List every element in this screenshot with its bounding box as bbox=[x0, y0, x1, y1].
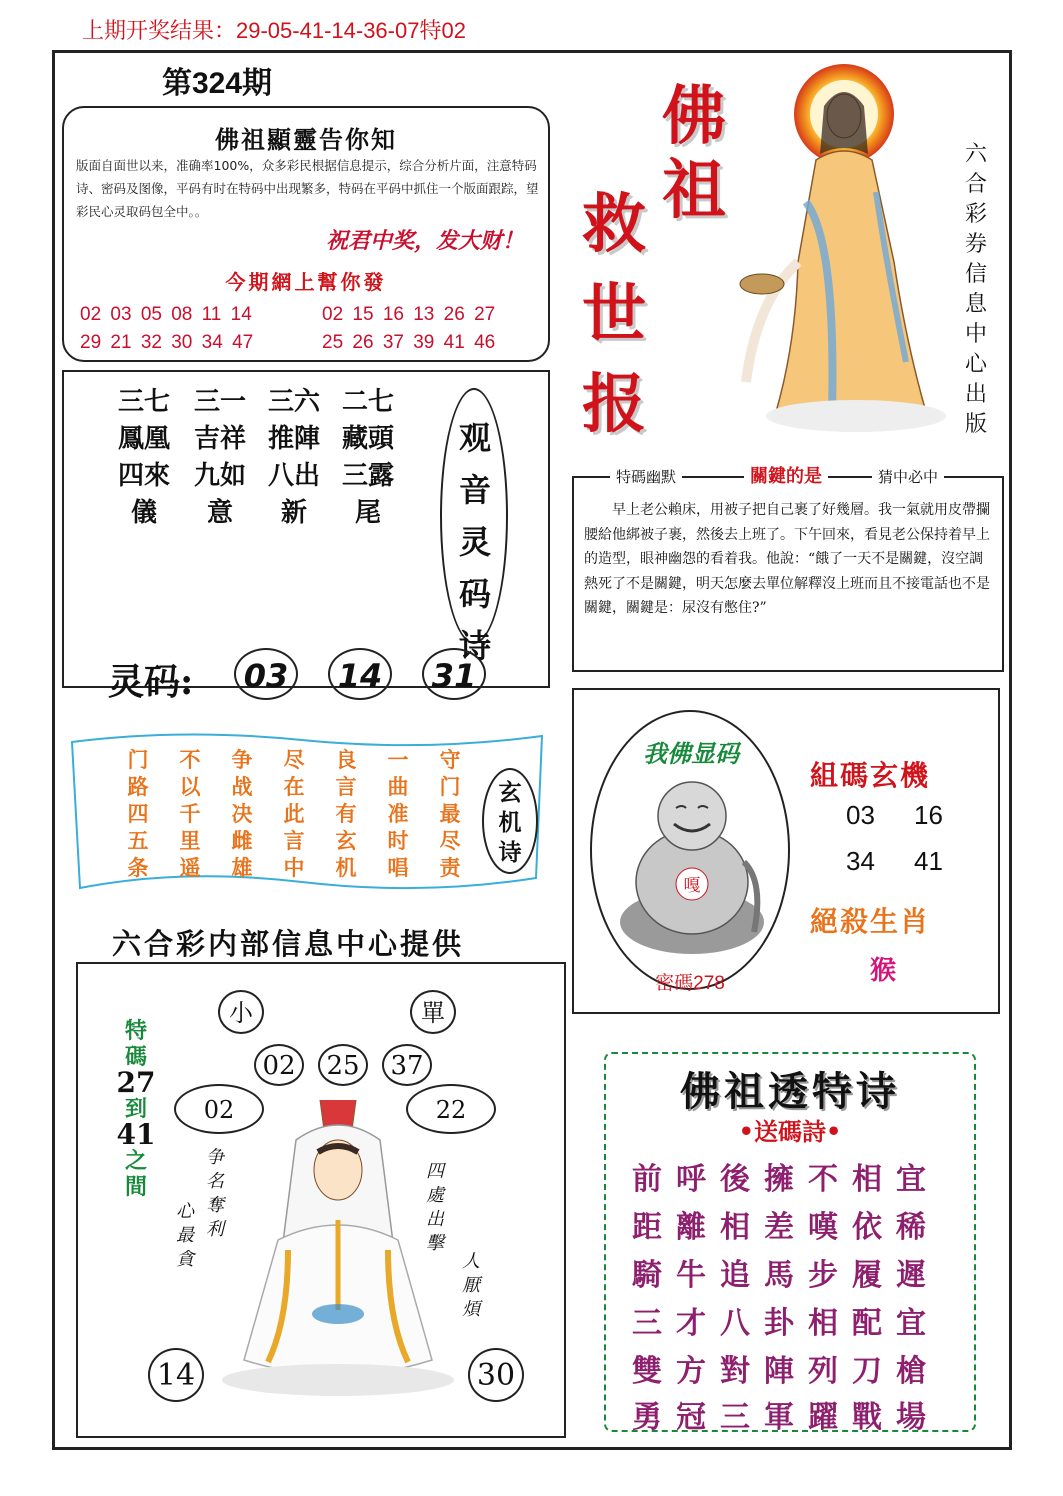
xuanji-col-5: 良言有玄机 bbox=[335, 747, 357, 880]
lingma-label: 灵码: bbox=[108, 661, 194, 703]
provider-text: 六合彩内部信息中心提供 bbox=[112, 927, 465, 961]
fozu-poem-row-1: 前呼後擁不相宜 bbox=[632, 1162, 940, 1197]
fozu-poem-row-3: 騎牛追馬步履遲 bbox=[632, 1258, 940, 1293]
kill-zodiac-value: 猴 bbox=[870, 956, 897, 986]
last-result-text: 上期开奖结果：29-05-41-14-36-07特02 bbox=[82, 18, 466, 43]
buddha-secret-code: 密碼278 bbox=[655, 973, 725, 994]
publisher-text: 六合彩券信息中心出版 bbox=[964, 142, 987, 437]
right-phrase-2: 人厭煩 bbox=[462, 1251, 480, 1320]
right-phrase-1: 四處出擊 bbox=[426, 1161, 444, 1254]
notice-slogan: 祝君中奖，发大财！ bbox=[325, 228, 524, 254]
buddha-mark: 嘎 bbox=[683, 876, 701, 896]
code-poem-col-2: 三一吉祥九如意 bbox=[193, 387, 246, 528]
fozu-poem-row-6: 勇冠三軍躍戰場 bbox=[632, 1400, 940, 1435]
joke-heading-left: 特碼幽默 bbox=[610, 466, 682, 487]
special-to-word: 到 bbox=[124, 1096, 147, 1122]
combo-number-1: 03 bbox=[846, 800, 875, 830]
special-from: 27 bbox=[116, 1066, 156, 1099]
right-number-oval: 22 bbox=[406, 1084, 496, 1134]
left-phrase-1: 争名奪利 bbox=[206, 1147, 224, 1240]
xuanji-col-6: 一曲准时唱 bbox=[387, 747, 409, 880]
special-to: 41 bbox=[116, 1118, 156, 1151]
fozu-poem-subtitle: •送碼詩• bbox=[738, 1117, 842, 1146]
xuanji-col-7: 守门最尽责 bbox=[439, 747, 461, 880]
size-oval: 小 bbox=[218, 990, 264, 1034]
special-label-bottom: 之間 bbox=[124, 1148, 147, 1200]
fozu-poem-row-2: 距離相差嘆依稀 bbox=[632, 1210, 940, 1245]
xuanji-col-1: 门路四五条 bbox=[127, 747, 149, 880]
parity-oval: 單 bbox=[410, 990, 456, 1034]
left-number-oval: 02 bbox=[174, 1084, 264, 1134]
guanyin-seated-figure bbox=[218, 1100, 458, 1400]
bottom-left-number: 14 bbox=[148, 1348, 204, 1402]
top-number-3: 37 bbox=[382, 1044, 432, 1086]
title-line-1: 佛祖 bbox=[662, 79, 726, 228]
combo-title: 組碼玄機 bbox=[810, 759, 931, 792]
xuanji-oval-label: 玄机诗 bbox=[498, 779, 522, 866]
numbers-left-row-2: 29 21 32 30 34 47 bbox=[80, 332, 254, 353]
joke-heading-middle: 關鍵的是 bbox=[744, 462, 828, 488]
xuanji-poem-scroll bbox=[62, 728, 550, 898]
buddha-oval bbox=[590, 710, 790, 994]
special-range bbox=[116, 1018, 156, 1200]
numbers-right-row-2: 25 26 37 39 41 46 bbox=[322, 332, 496, 353]
xuanji-oval bbox=[482, 768, 538, 874]
joke-text: 早上老公賴床，用被子把自己裹了好幾層。我一氣就用皮帶攔腰給他綁被子裹，然後去上班了。下午回來，看見老公保持着早上的造型，眼神幽怨的看着我。他說：“餓了一天不是關鍵，沒空調熱死了不是關鍵，明天怎麼去單位解釋沒上班而且不接電話也不是關鍵，關鍵是：尿沒有憋住?” bbox=[584, 502, 990, 616]
xuanji-col-2: 不以千里遥 bbox=[179, 747, 201, 880]
code-poem-oval-label: 观音灵码诗 bbox=[458, 419, 491, 665]
issue-number: 第324期 bbox=[162, 67, 273, 100]
joke-box bbox=[572, 466, 1004, 672]
lingma-number-1: 03 bbox=[234, 648, 298, 700]
fozu-poem-title: 佛祖透特诗 bbox=[680, 1068, 900, 1115]
laughing-buddha-figure bbox=[614, 772, 770, 958]
combo-number-4: 41 bbox=[914, 846, 943, 876]
notice-subtitle: 今期網上幫你發 bbox=[225, 270, 387, 294]
fozu-poem-row-5: 雙方對陣列刀槍 bbox=[632, 1354, 940, 1389]
title-line-2: 救世报 bbox=[582, 187, 646, 442]
guanyin-standing-figure bbox=[736, 62, 952, 440]
code-poem-col-4: 二七藏頭三露尾 bbox=[341, 387, 394, 528]
combo-number-3: 34 bbox=[846, 846, 875, 876]
notice-text: 版面自面世以来，准确率100%，众多彩民根据信息提示，综合分析片面，注意特码诗、密码及图像，平码有时在特码中出现繁多，特码在平码中抓住一个版面跟踪，望彩民心灵取码包全中。。 bbox=[76, 158, 539, 219]
buddha-box bbox=[572, 688, 1000, 1014]
top-number-1: 02 bbox=[254, 1044, 304, 1086]
joke-heading-right: 猜中必中 bbox=[872, 466, 944, 487]
notice-title: 佛祖顯靈告你知 bbox=[215, 125, 397, 154]
numbers-right-row-1: 02 15 16 13 26 27 bbox=[322, 304, 496, 325]
code-poem-oval bbox=[440, 388, 508, 665]
bottom-right-number: 30 bbox=[468, 1348, 524, 1402]
fozu-poem-box bbox=[604, 1052, 976, 1435]
numbers-left-row-1: 02 03 05 08 11 14 bbox=[80, 304, 252, 325]
notice-box bbox=[62, 106, 550, 362]
lingma-number-3: 31 bbox=[422, 648, 486, 700]
xuanji-col-3: 争战决雌雄 bbox=[231, 747, 253, 880]
buddha-title: 我佛显码 bbox=[643, 739, 739, 768]
code-poem-col-1: 三七鳳凰四來儀 bbox=[117, 387, 170, 528]
special-label-top: 特碼 bbox=[124, 1018, 147, 1070]
top-number-2: 25 bbox=[318, 1044, 368, 1086]
lingma-number-2: 14 bbox=[328, 648, 392, 700]
fozu-poem-row-4: 三才八卦相配宜 bbox=[632, 1306, 940, 1341]
kill-zodiac-title: 絕殺生肖 bbox=[810, 905, 931, 938]
left-phrase-2: 心最貪 bbox=[176, 1201, 194, 1270]
xuanji-col-4: 尽在此言中 bbox=[283, 747, 305, 880]
code-poem-col-3: 三六推陣八出新 bbox=[267, 387, 320, 528]
combo-number-2: 16 bbox=[914, 800, 943, 830]
